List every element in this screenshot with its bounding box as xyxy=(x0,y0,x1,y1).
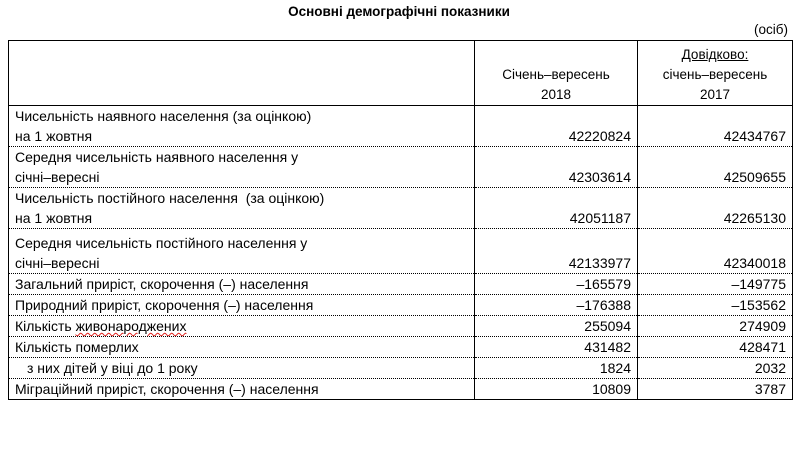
table-row xyxy=(9,147,793,188)
demographics-table xyxy=(8,40,793,400)
row-label: Природний приріст, скорочення (–) населення xyxy=(9,295,475,316)
table-row xyxy=(9,106,793,147)
table-row xyxy=(9,337,793,358)
row-label: з них дітей у віці до 1 року xyxy=(9,358,475,379)
spellcheck-word: живонароджених xyxy=(75,318,187,334)
value-2017: 3787 xyxy=(638,379,793,400)
header-2017-line2: січень–вересень xyxy=(662,67,768,82)
value-2018: 10809 xyxy=(475,379,638,400)
table-row xyxy=(9,229,793,274)
header-row xyxy=(9,41,793,106)
row-label: Середня чисельність наявного населення у січні–вересні xyxy=(9,147,475,188)
value-2018: 42303614 xyxy=(475,147,638,188)
value-2017: 274909 xyxy=(638,316,793,337)
value-2018: 42133977 xyxy=(475,229,638,274)
table-row xyxy=(9,316,793,337)
value-2018: 42220824 xyxy=(475,106,638,147)
row-label: Чисельність наявного населення (за оцінкою) на 1 жовтня xyxy=(9,106,475,147)
value-2017: –153562 xyxy=(638,295,793,316)
value-2018: –176388 xyxy=(475,295,638,316)
row-label: Чисельність постійного населення (за оцінкою) на 1 жовтня xyxy=(9,188,475,229)
value-2018: 42051187 xyxy=(475,188,638,229)
row-label: Кількість померлих xyxy=(9,337,475,358)
value-2017: 2032 xyxy=(638,358,793,379)
header-2018-line1: Січень–вересень xyxy=(502,67,610,82)
table-row xyxy=(9,358,793,379)
row-label: Міграційний приріст, скорочення (–) населення xyxy=(9,379,475,400)
row-label: Загальний приріст, скорочення (–) населення xyxy=(9,274,475,295)
value-2017: 42340018 xyxy=(638,229,793,274)
unit-label: (осіб) xyxy=(754,22,788,37)
table-row xyxy=(9,295,793,316)
value-2018: 431482 xyxy=(475,337,638,358)
header-indicator-cell xyxy=(9,41,475,106)
table-title: Основні демографічні показники xyxy=(288,4,510,19)
value-2017: 42509655 xyxy=(638,147,793,188)
value-2018: 255094 xyxy=(475,316,638,337)
header-2018-line2: 2018 xyxy=(540,87,572,102)
table-row xyxy=(9,379,793,400)
value-2018: 1824 xyxy=(475,358,638,379)
value-2018: –165579 xyxy=(475,274,638,295)
value-2017: 428471 xyxy=(638,337,793,358)
row-label: Кількість живонароджених xyxy=(9,316,475,337)
value-2017: 42434767 xyxy=(638,106,793,147)
header-2017-line1: Довідково: xyxy=(681,47,749,62)
table-row xyxy=(9,188,793,229)
header-2017 xyxy=(638,41,793,106)
value-2017: 42265130 xyxy=(638,188,793,229)
header-2018 xyxy=(475,41,638,106)
row-label: Середня чисельність постійного населення у січні–вересні xyxy=(9,229,475,274)
value-2017: –149775 xyxy=(638,274,793,295)
table-row xyxy=(9,274,793,295)
header-2017-line3: 2017 xyxy=(699,87,731,102)
